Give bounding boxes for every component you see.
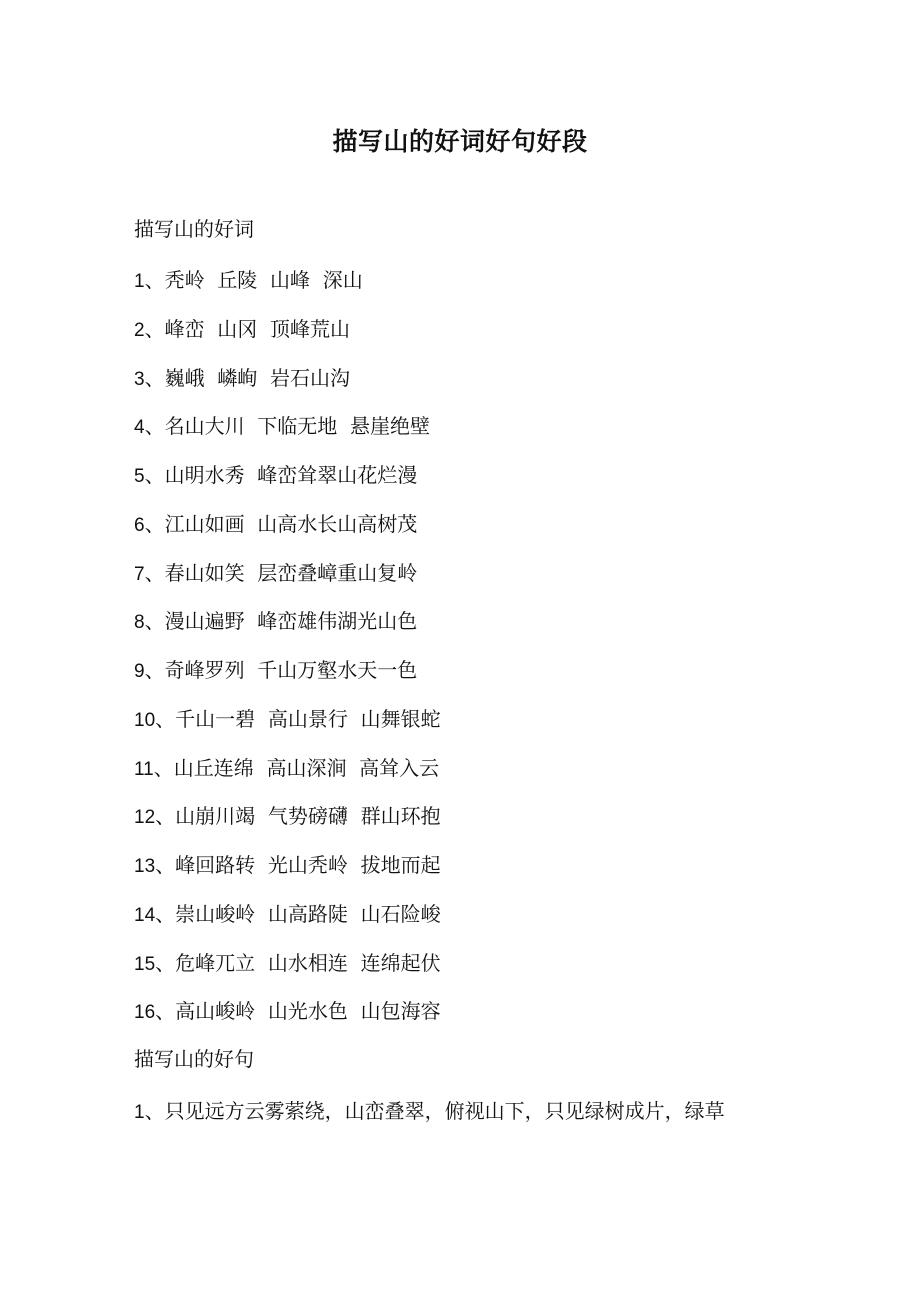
item-text: 山明水秀 峰峦耸翠山花烂漫 [164,463,418,487]
item-separator: 、 [155,853,176,877]
item-text: 高山峻岭 山光水色 山包海容 [175,999,441,1024]
word-list-item [134,460,441,509]
item-text: 千山一碧 高山景行 山舞银蛇 [175,706,441,731]
item-number: 14 [134,904,156,926]
item-separator: 、 [144,414,165,439]
word-list-item [134,801,441,850]
item-number: 10 [134,709,156,731]
word-list-item [134,558,441,607]
word-list-item [134,753,441,802]
item-separator: 、 [155,950,176,975]
item-number: 5 [134,466,145,487]
word-list-item [134,509,441,558]
item-text: 江山如画 山高水长山高树茂 [164,511,418,536]
item-separator: 、 [155,901,176,926]
item-text: 峰峦 山冈 顶峰荒山 [164,316,351,341]
item-number: 4 [134,417,145,439]
item-separator: 、 [144,1099,165,1123]
item-number: 3 [134,368,145,390]
item-number: 12 [134,807,156,829]
item-number: 1 [134,271,145,292]
item-separator: 、 [144,316,165,341]
item-separator: 、 [155,999,176,1024]
item-separator: 、 [155,706,176,731]
word-list-item [134,655,441,704]
item-text: 山崩川竭 气势磅礴 群山环抱 [175,804,441,829]
item-text: 山丘连绵 高山深涧 高耸入云 [173,755,440,780]
item-separator: 、 [144,658,165,682]
document-title: 描写山的好词好句好段 [332,127,588,156]
words-section-heading: 描写山的好词 [134,217,254,241]
item-number: 9 [134,661,145,682]
item-text: 只见远方云雾萦绕，山峦叠翠，俯视山下，只见绿树成片，绿草 [164,1099,725,1123]
item-text: 危峰兀立 山水相连 连绵起伏 [175,950,441,975]
word-list-item [134,704,441,753]
word-list-item [134,265,441,314]
word-list-item [134,411,441,460]
word-list-item [134,850,441,899]
item-separator: 、 [144,365,165,390]
sentence-item [134,1096,725,1128]
word-list-item [134,314,441,363]
item-number: 16 [134,1002,156,1024]
item-text: 秃岭 丘陵 山峰 深山 [164,268,363,292]
word-list-item [134,899,441,948]
item-separator: 、 [144,268,165,292]
item-separator: 、 [153,755,174,780]
word-list [134,265,441,1045]
item-number: 8 [134,612,145,634]
item-number: 13 [134,856,156,877]
sentences-section-heading: 描写山的好句 [134,1047,254,1071]
item-number: 11 [134,758,154,780]
item-number: 1 [134,1102,145,1123]
item-text: 峰回路转 光山秃岭 拔地而起 [175,853,441,877]
item-separator: 、 [155,804,176,829]
item-text: 漫山遍野 峰峦雄伟湖光山色 [164,609,418,634]
item-text: 奇峰罗列 千山万壑水天一色 [164,658,418,682]
item-separator: 、 [144,511,165,536]
item-separator: 、 [144,609,165,634]
word-list-item [134,948,441,997]
item-text: 崇山峻岭 山高路陡 山石险峻 [175,901,441,926]
item-separator: 、 [144,463,165,487]
item-separator: 、 [144,560,165,585]
item-number: 7 [134,563,145,585]
item-number: 2 [134,319,145,341]
item-number: 6 [134,514,145,536]
item-text: 名山大川 下临无地 悬崖绝壁 [164,414,431,439]
item-text: 巍峨 嶙峋 岩石山沟 [164,365,351,390]
word-list-item [134,606,441,655]
word-list-item [134,996,441,1045]
item-text: 春山如笑 层峦叠嶂重山复岭 [164,560,418,585]
word-list-item [134,363,441,412]
item-number: 15 [134,953,156,975]
